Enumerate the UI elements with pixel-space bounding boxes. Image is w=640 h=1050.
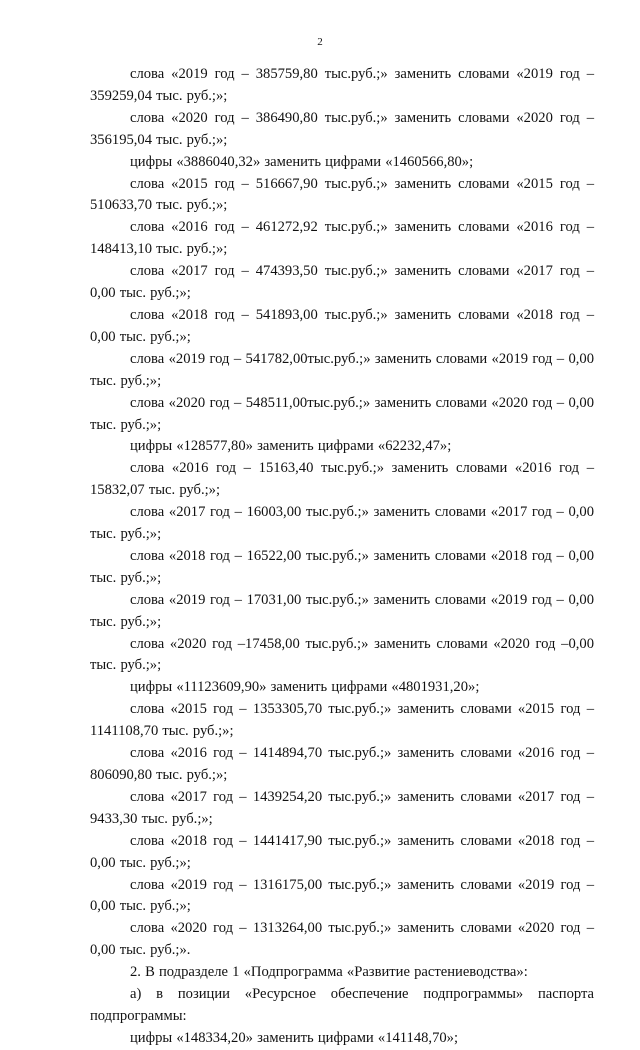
paragraph: слова «2019 год – 541782,00тыс.руб.;» заменить словами «2019 год – 0,00 тыс. руб.;»; [90,350,594,389]
document-body [90,64,594,1050]
paragraph: слова «2019 год – 17031,00 тыс.руб.;» заменить словами «2019 год – 0,00 тыс. руб.;»; [90,591,594,630]
paragraph: цифры «148334,20» заменить цифрами «141148,70»; [130,1029,459,1046]
paragraph: слова «2018 год – 16522,00 тыс.руб.;» заменить словами «2018 год – 0,00 тыс. руб.;»; [90,547,594,586]
paragraph: цифры «3886040,32» заменить цифрами «1460566,80»; [130,153,474,170]
paragraph: слова «2019 год – 1316175,00 тыс.руб.;» заменить словами «2019 год – 0,00 тыс. руб.;»; [90,876,594,915]
paragraph: слова «2020 год – 386490,80 тыс.руб.;» заменить словами «2020 год – 356195,04 тыс. руб.;»; [90,109,594,148]
paragraph: слова «2015 год – 516667,90 тыс.руб.;» заменить словами «2015 год – 510633,70 тыс. руб.;»; [90,175,594,214]
page-number: 2 [317,36,323,48]
paragraph: слова «2020 год –17458,00 тыс.руб.;» заменить словами «2020 год –0,00 тыс. руб.;»; [90,635,594,674]
paragraph: слова «2016 год – 15163,40 тыс.руб.;» заменить словами «2016 год – 15832,07 тыс. руб.;»; [90,460,594,499]
paragraph: а) в позиции «Ресурсное обеспечение подпрограммы» паспорта подпрограммы: [90,986,594,1024]
section-heading: 2. В подразделе 1 «Подпрограмма «Развитие растениеводства»: [130,964,528,981]
paragraph: слова «2020 год – 548511,00тыс.руб.;» заменить словами «2020 год – 0,00 тыс. руб.;»; [90,394,594,433]
paragraph: слова «2019 год – 385759,80 тыс.руб.;» заменить словами «2019 год – 359259,04 тыс. руб.;»; [90,66,594,104]
paragraph: слова «2020 год – 1313264,00 тыс.руб.;» заменить словами «2020 год – 0,00 тыс. руб.;». [90,920,594,959]
paragraph: слова «2016 год – 1414894,70 тыс.руб.;» заменить словами «2016 год – 806090,80 тыс. руб.;»; [90,745,594,783]
paragraph: слова «2017 год – 16003,00 тыс.руб.;» заменить словами «2017 год – 0,00 тыс. руб.;»; [90,504,594,543]
paragraph: слова «2017 год – 474393,50 тыс.руб.;» заменить словами «2017 год – 0,00 тыс. руб.;»; [90,263,594,302]
paragraph: слова «2018 год – 1441417,90 тыс.руб.;» заменить словами «2018 год – 0,00 тыс. руб.;»; [90,832,594,871]
paragraph: слова «2018 год – 541893,00 тыс.руб.;» заменить словами «2018 год – 0,00 тыс. руб.;»; [90,306,594,345]
paragraph: слова «2015 год – 1353305,70 тыс.руб.;» заменить словами «2015 год – 1141108,70 тыс. руб.;»; [90,701,594,740]
paragraph: цифры «11123609,90» заменить цифрами «4801931,20»; [130,679,480,696]
paragraph: цифры «128577,80» заменить цифрами «62232,47»; [130,438,452,455]
paragraph: слова «2016 год – 461272,92 тыс.руб.;» заменить словами «2016 год – 148413,10 тыс. руб.;»; [90,219,594,258]
paragraph: слова «2017 год – 1439254,20 тыс.руб.;» заменить словами «2017 год – 9433,30 тыс. руб.;»; [90,788,594,827]
